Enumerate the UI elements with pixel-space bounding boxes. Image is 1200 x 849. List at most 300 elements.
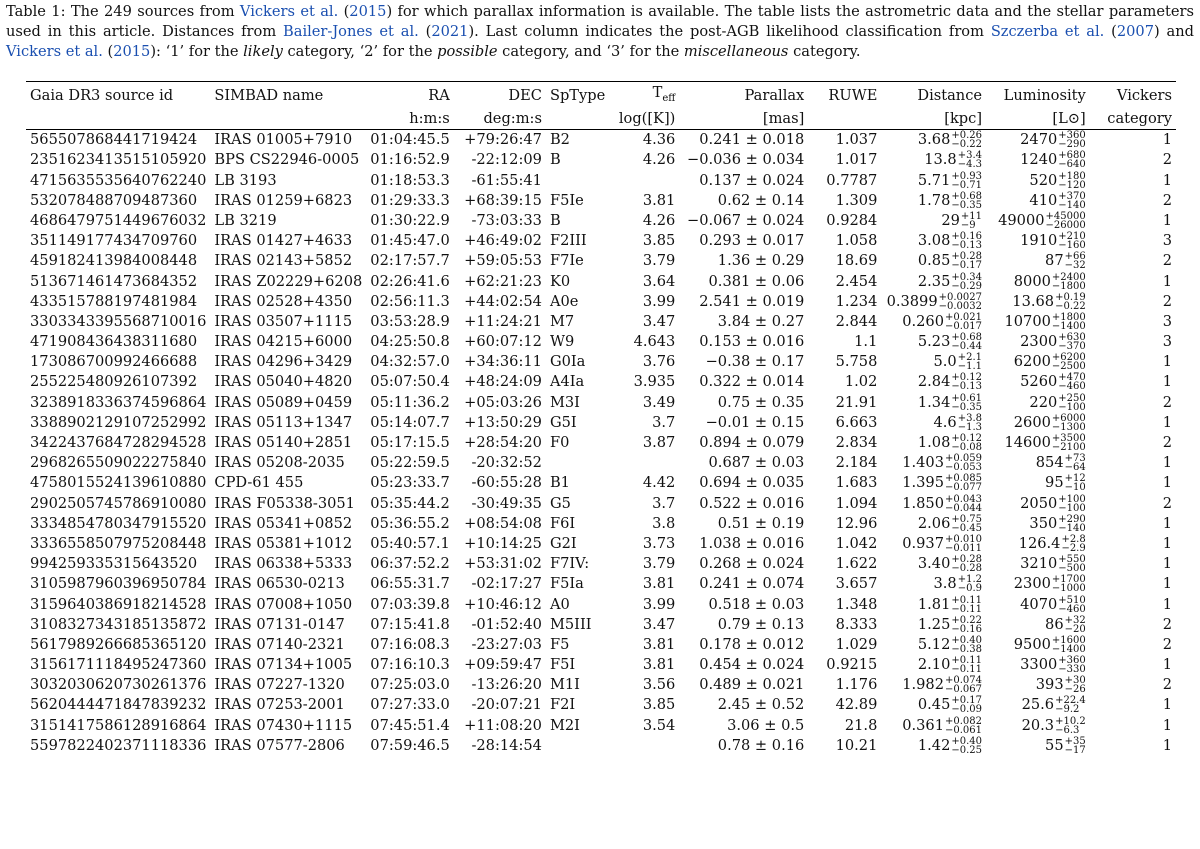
distance-errors	[951, 333, 982, 351]
luminosity-errors	[1052, 273, 1086, 291]
luminosity-errors	[1065, 676, 1086, 694]
distance-err-plus: +0.93	[951, 170, 983, 182]
distance-err-plus: +3.8	[957, 412, 983, 424]
cell-simbad-name: IRAS 07134+1005	[214, 656, 353, 674]
cell-distance	[881, 271, 986, 291]
distance-value: 1.395	[902, 474, 944, 492]
luminosity-err-minus: −9.2	[1055, 704, 1080, 716]
distance-err-plus: +0.40	[951, 634, 983, 646]
cell-luminosity	[986, 312, 1090, 332]
luminosity-err-minus: −100	[1058, 401, 1086, 413]
cell-parallax: 1.36 ± 0.29	[717, 252, 805, 270]
distance-value: 1.81	[917, 595, 951, 613]
luminosity-err-plus: +290	[1058, 513, 1086, 525]
cell-vickers-category: 1	[1162, 555, 1172, 573]
cell-parallax: 3.84 ± 0.27	[717, 312, 805, 330]
cell-parallax: 0.268 ± 0.024	[699, 555, 805, 573]
cell-gaia-id: 3032030620730261376	[30, 676, 207, 694]
cell-ruwe: 1.1	[854, 333, 878, 351]
cell-ruwe: 2.844	[835, 312, 878, 330]
cell-dec: -73:03:33	[471, 211, 542, 229]
distance-err-plus: +2.1	[957, 352, 983, 364]
cell-distance	[881, 574, 986, 594]
cell-parallax: 0.79 ± 0.13	[717, 615, 805, 633]
table-row	[26, 433, 1176, 453]
luminosity-err-plus: +10.2	[1055, 715, 1086, 727]
luminosity-errors	[1055, 696, 1086, 714]
luminosity-err-minus: −0.22	[1055, 300, 1086, 312]
distance-err-minus: −0.25	[951, 744, 983, 756]
distance-value: 1.34	[917, 393, 951, 411]
cell-sptype	[546, 736, 615, 756]
luminosity-errors	[1058, 192, 1085, 210]
luminosity-err-plus: +680	[1058, 150, 1086, 162]
cell-distance	[881, 695, 986, 715]
cell-parallax: 2.45 ± 0.52	[717, 696, 805, 714]
luminosity-err-minus: −290	[1058, 139, 1086, 151]
cell-distance	[881, 615, 986, 635]
cell-simbad-name: IRAS 07253-2001	[214, 696, 345, 714]
luminosity-value: 13.68	[1012, 292, 1055, 310]
cell-distance	[881, 292, 986, 312]
cell-ra: 05:11:36.2	[370, 393, 450, 411]
luminosity-errors	[1055, 717, 1086, 735]
cell-simbad-name: IRAS 01005+7910	[214, 131, 353, 149]
luminosity-err-plus: +45000	[1045, 210, 1086, 222]
cell-dec: -61:55:41	[471, 171, 542, 189]
distance-value: 3.68	[917, 131, 951, 149]
cell-dec: +34:36:11	[464, 353, 542, 371]
cell-ruwe: 1.042	[835, 534, 878, 552]
cell-luminosity	[986, 695, 1090, 715]
cell-dec: +46:49:02	[464, 232, 542, 250]
cell-ra: 05:14:07.7	[370, 413, 450, 431]
distance-errors	[945, 676, 982, 694]
distance-err-minus: −0.08	[951, 442, 983, 453]
luminosity-errors	[1058, 373, 1085, 391]
luminosity-value: 6200	[1013, 353, 1051, 371]
cell-distance	[881, 453, 986, 473]
cell-luminosity	[986, 150, 1090, 170]
cell-parallax: 0.522 ± 0.016	[699, 494, 805, 512]
distance-err-plus: +0.085	[945, 473, 983, 485]
cell-ra: 07:03:39.8	[370, 595, 450, 613]
luminosity-err-plus: +100	[1058, 493, 1086, 505]
table-row	[26, 736, 1176, 756]
cell-teff: 3.49	[642, 393, 676, 411]
distance-err-plus: +1.2	[957, 574, 983, 586]
cell-gaia-id: 4686479751449676032	[30, 211, 207, 229]
cell-simbad-name: IRAS 06530-0213	[214, 575, 345, 593]
cell-luminosity	[986, 594, 1090, 614]
distance-errors	[951, 515, 982, 533]
cell-sptype: F5	[549, 635, 570, 653]
distance-value: 1.403	[902, 454, 944, 472]
unit-ra: h:m:s	[366, 109, 453, 130]
luminosity-err-plus: +6000	[1051, 412, 1086, 424]
luminosity-errors	[1058, 394, 1085, 412]
cell-sptype: M5III	[549, 615, 592, 633]
cell-sptype: B2	[549, 131, 570, 149]
cell-simbad-name: BPS CS22946-0005	[214, 151, 360, 169]
luminosity-value: 86	[1045, 615, 1064, 633]
table-row	[26, 594, 1176, 614]
cell-vickers-category: 1	[1162, 575, 1172, 593]
cell-distance	[881, 554, 986, 574]
distance-value: 0.85	[917, 252, 951, 270]
cell-vickers-category: 1	[1162, 211, 1172, 229]
cell-simbad-name: IRAS 05140+2851	[214, 434, 353, 451]
distance-err-minus: −0.017	[945, 320, 983, 332]
cell-sptype: B	[549, 151, 561, 169]
distance-errors	[945, 474, 982, 492]
distance-errors	[958, 151, 982, 169]
cell-sptype: F2III	[549, 232, 587, 250]
distance-err-minus: −0.17	[951, 260, 983, 272]
cell-teff: 3.99	[642, 292, 676, 310]
citation-link[interactable]: Szczerba et al.	[990, 23, 1105, 40]
distance-value: 1.982	[902, 676, 944, 694]
cell-sptype: F7IV:	[549, 555, 590, 573]
unit-gaia	[26, 109, 210, 130]
cell-dec: +59:05:53	[464, 252, 542, 270]
luminosity-err-plus: +32	[1064, 614, 1086, 626]
cell-gaia-id: 994259335315643520	[30, 555, 198, 573]
col-header-ruwe: RUWE	[808, 82, 881, 109]
cell-vickers-category: 2	[1162, 252, 1172, 270]
cell-ruwe: 1.094	[835, 494, 878, 512]
cell-teff: 3.81	[642, 635, 676, 653]
cell-gaia-id: 5620444471847839232	[30, 696, 207, 714]
cell-simbad-name: IRAS 07430+1115	[214, 716, 353, 734]
distance-err-plus: +0.34	[951, 271, 983, 283]
cell-gaia-id: 2902505745786910080	[30, 494, 207, 512]
cell-gaia-id: 4715635535640762240	[30, 171, 207, 189]
cell-vickers-category: 1	[1162, 736, 1172, 754]
cell-teff	[614, 453, 679, 473]
cell-ra: 05:17:15.5	[370, 434, 450, 451]
cell-parallax: 0.78 ± 0.16	[717, 736, 805, 754]
distance-err-plus: +0.16	[951, 231, 983, 243]
cell-luminosity	[986, 493, 1090, 513]
distance-errors	[945, 454, 982, 472]
cell-gaia-id: 532078488709487360	[30, 191, 198, 209]
cell-parallax: 0.241 ± 0.074	[699, 575, 805, 593]
cell-simbad-name: IRAS 07131-0147	[214, 615, 345, 633]
cell-gaia-id: 3303343395568710016	[30, 312, 207, 330]
cell-distance	[881, 534, 986, 554]
cell-ra: 04:25:50.8	[370, 333, 450, 351]
cell-ruwe: 5.758	[835, 353, 878, 371]
luminosity-errors	[1058, 515, 1085, 533]
cell-luminosity	[986, 473, 1090, 493]
unit-simbad	[210, 109, 366, 130]
cell-dec: -22:12:09	[471, 151, 542, 169]
distance-value: 3.08	[917, 232, 951, 250]
distance-err-minus: −0.067	[945, 684, 983, 696]
col-header-parallax: Parallax	[679, 82, 808, 109]
col-header-luminosity: Luminosity	[986, 82, 1090, 109]
cell-gaia-id: 173086700992466688	[30, 353, 198, 371]
luminosity-err-minus: −10	[1064, 482, 1086, 494]
luminosity-errors	[1065, 474, 1086, 492]
luminosity-err-plus: +370	[1058, 190, 1086, 202]
luminosity-err-minus: −26000	[1045, 219, 1086, 231]
luminosity-err-minus: −1800	[1051, 280, 1086, 292]
distance-value: 5.0	[933, 353, 957, 371]
cell-gaia-id: 3159640386918214528	[30, 595, 207, 613]
distance-errors	[945, 535, 982, 553]
table-row	[26, 251, 1176, 271]
table-row	[26, 211, 1176, 231]
cell-teff	[614, 736, 679, 756]
cell-luminosity	[986, 191, 1090, 211]
cell-parallax: 0.75 ± 0.35	[717, 393, 805, 411]
cell-simbad-name: IRAS 05341+0852	[214, 514, 353, 532]
distance-err-minus: −0.44	[951, 341, 983, 353]
distance-errors	[951, 656, 982, 674]
luminosity-value: 2300	[1020, 333, 1058, 351]
cell-teff	[614, 170, 679, 190]
cell-teff: 4.26	[642, 151, 676, 169]
luminosity-errors	[1058, 232, 1085, 250]
cell-gaia-id: 3105987960396950784	[30, 575, 207, 593]
cell-teff: 3.47	[642, 615, 676, 633]
cell-simbad-name: IRAS 05381+1012	[214, 534, 353, 552]
cell-ruwe: 21.91	[835, 393, 878, 411]
cell-luminosity	[986, 352, 1090, 372]
cell-parallax: −0.036 ± 0.034	[687, 151, 805, 169]
luminosity-errors	[1052, 575, 1086, 593]
cell-vickers-category: 1	[1162, 373, 1172, 391]
luminosity-errors	[1055, 293, 1086, 311]
luminosity-value: 3300	[1020, 656, 1058, 674]
cell-distance	[881, 514, 986, 534]
cell-ra: 02:17:57.7	[370, 252, 450, 270]
cell-distance	[881, 473, 986, 493]
distance-value: 0.45	[917, 696, 951, 714]
cell-teff: 3.87	[642, 434, 676, 451]
cell-gaia-id: 3151417586128916864	[30, 716, 207, 734]
cell-dec: +62:21:23	[464, 272, 542, 290]
distance-errors	[961, 212, 982, 230]
cell-luminosity	[986, 393, 1090, 413]
distance-value: 5.23	[917, 333, 951, 351]
distance-value: 1.42	[917, 736, 951, 754]
citation-link[interactable]: Vickers et al.	[239, 3, 339, 20]
cell-simbad-name: LB 3193	[214, 171, 277, 189]
cell-ra: 05:23:33.7	[370, 474, 450, 492]
citation-link[interactable]: Vickers et al.	[6, 43, 103, 60]
citation-link[interactable]: Bailer-Jones et al.	[283, 23, 419, 40]
cell-luminosity	[986, 372, 1090, 392]
cell-simbad-name: IRAS 07577-2806	[214, 736, 345, 754]
cell-ra: 07:27:33.0	[370, 696, 450, 714]
cell-luminosity	[986, 716, 1090, 736]
distance-value: 2.35	[917, 272, 951, 290]
cell-ruwe: 10.21	[835, 736, 878, 754]
unit-row	[26, 109, 1176, 130]
cell-teff: 3.85	[642, 696, 676, 714]
cell-simbad-name: CPD-61 455	[214, 474, 304, 492]
cell-gaia-id: 3334854780347915520	[30, 514, 207, 532]
cell-teff: 4.36	[642, 131, 676, 149]
citation-link[interactable]: 2021	[431, 23, 469, 40]
luminosity-errors	[1061, 535, 1085, 553]
luminosity-err-plus: +73	[1064, 453, 1086, 465]
cell-distance	[881, 594, 986, 614]
luminosity-err-plus: +510	[1058, 594, 1086, 606]
cell-teff: 3.7	[652, 494, 676, 512]
caption-emphasis: possible	[437, 43, 498, 60]
distance-err-minus: −1.3	[957, 421, 983, 433]
citation-link[interactable]: 2015	[349, 3, 387, 20]
luminosity-err-plus: +630	[1058, 332, 1086, 344]
cell-parallax: 2.541 ± 0.019	[699, 292, 805, 310]
distance-value: 2.06	[917, 514, 951, 532]
distance-err-minus: −0.35	[951, 199, 983, 211]
table-row	[26, 574, 1176, 594]
distance-value: 5.71	[917, 171, 951, 189]
cell-ra: 01:45:47.0	[370, 232, 450, 250]
citation-link[interactable]: 2007	[1116, 23, 1154, 40]
cell-simbad-name: IRAS 07008+1050	[214, 595, 353, 613]
cell-distance	[881, 493, 986, 513]
distance-err-plus: +0.0027	[938, 291, 983, 303]
cell-parallax: 0.293 ± 0.017	[699, 232, 805, 250]
distance-value: 3.8	[933, 575, 957, 593]
luminosity-errors	[1065, 616, 1086, 634]
cell-simbad-name: IRAS 05089+0459	[214, 393, 353, 411]
cell-vickers-category: 2	[1162, 191, 1172, 209]
cell-teff: 3.81	[642, 575, 676, 593]
col-header-vickers: Vickers	[1090, 82, 1176, 109]
cell-distance	[881, 675, 986, 695]
cell-vickers-category: 2	[1162, 393, 1172, 411]
cell-ruwe: 0.7787	[826, 171, 878, 189]
cell-luminosity	[986, 736, 1090, 756]
cell-parallax: −0.38 ± 0.17	[705, 353, 805, 371]
distance-err-minus: −0.38	[951, 643, 983, 655]
luminosity-value: 20.3	[1021, 716, 1055, 734]
cell-vickers-category: 2	[1162, 494, 1172, 512]
cell-teff: 3.54	[642, 716, 676, 734]
cell-ruwe: 1.058	[835, 232, 878, 250]
cell-simbad-name: IRAS 04215+6000	[214, 333, 353, 351]
luminosity-err-plus: +360	[1058, 655, 1086, 667]
distance-err-plus: +0.082	[945, 715, 983, 727]
luminosity-errors	[1058, 131, 1085, 149]
table-row	[26, 534, 1176, 554]
luminosity-errors	[1058, 555, 1085, 573]
cell-sptype: W9	[549, 333, 575, 351]
distance-err-plus: +0.11	[951, 594, 983, 606]
header-row	[26, 82, 1176, 109]
cell-parallax: 0.489 ± 0.021	[699, 676, 805, 694]
cell-teff: 3.8	[652, 514, 676, 532]
luminosity-err-minus: −20	[1064, 623, 1086, 635]
distance-errors	[939, 293, 982, 311]
col-header-ra: RA	[366, 82, 453, 109]
luminosity-err-plus: +1700	[1051, 574, 1086, 586]
distance-err-minus: −9	[960, 219, 976, 231]
col-header-sptype: SpType	[546, 82, 615, 109]
cell-dec: -13:26:20	[471, 676, 542, 694]
caption-text: (	[1104, 23, 1117, 40]
luminosity-value: 4070	[1020, 595, 1058, 613]
distance-err-plus: +0.22	[951, 614, 983, 626]
table-row	[26, 332, 1176, 352]
luminosity-value: 854	[1035, 454, 1064, 472]
cell-vickers-category: 2	[1162, 615, 1172, 633]
cell-ruwe: 1.683	[835, 474, 878, 492]
caption-text: ) and	[1153, 23, 1194, 40]
cell-gaia-id: 5617989266685365120	[30, 635, 207, 653]
luminosity-value: 10700	[1004, 312, 1051, 330]
caption-text: Table 1: The 249 sources from	[6, 3, 240, 20]
caption-text: category.	[788, 43, 861, 60]
distance-err-plus: +0.28	[951, 554, 983, 566]
distance-err-minus: −0.22	[951, 139, 983, 151]
distance-value: 0.361	[902, 716, 944, 734]
distance-err-plus: +0.010	[945, 533, 983, 545]
cell-sptype: F5Ia	[549, 575, 584, 593]
luminosity-value: 49000	[998, 211, 1045, 229]
luminosity-value: 5260	[1020, 373, 1058, 391]
luminosity-errors	[1058, 596, 1085, 614]
unit-ruwe	[808, 109, 881, 130]
table-row	[26, 695, 1176, 715]
distance-errors	[951, 616, 982, 634]
luminosity-err-minus: −460	[1058, 603, 1086, 615]
cell-sptype: F0	[549, 434, 570, 451]
cell-ra: 07:15:41.8	[370, 615, 450, 633]
unit-dec: deg:m:s	[454, 109, 546, 130]
cell-vickers-category: 2	[1162, 635, 1172, 653]
luminosity-err-minus: −1400	[1051, 643, 1086, 655]
luminosity-value: 2600	[1013, 413, 1051, 431]
luminosity-err-plus: +12	[1064, 473, 1086, 485]
cell-vickers-category: 1	[1162, 514, 1172, 532]
cell-ra: 05:22:59.5	[370, 454, 450, 472]
cell-teff: 3.64	[642, 272, 676, 290]
distance-err-plus: +0.17	[951, 695, 983, 707]
cell-vickers-category: 1	[1162, 716, 1172, 734]
cell-parallax: 0.51 ± 0.19	[717, 514, 805, 532]
luminosity-err-plus: +250	[1058, 392, 1086, 404]
cell-parallax: 0.241 ± 0.018	[699, 131, 805, 149]
cell-sptype: B1	[549, 474, 570, 492]
cell-dec: +10:14:25	[464, 534, 542, 552]
distance-err-plus: +0.40	[951, 735, 983, 747]
citation-link[interactable]: 2015	[113, 43, 151, 60]
cell-ruwe: 1.622	[835, 555, 878, 573]
table-row	[26, 130, 1176, 151]
luminosity-errors	[1052, 353, 1086, 371]
caption-text: ). Last column indicates the post-AGB likelihood classification from	[468, 23, 991, 40]
cell-parallax: 0.62 ± 0.14	[717, 191, 805, 209]
cell-gaia-id: 4758015524139610880	[30, 474, 207, 492]
cell-distance	[881, 716, 986, 736]
luminosity-err-plus: +66	[1064, 251, 1086, 263]
luminosity-errors	[1058, 172, 1085, 190]
cell-teff: 3.79	[642, 252, 676, 270]
cell-ruwe: 0.9284	[826, 211, 878, 229]
luminosity-err-minus: −100	[1058, 502, 1086, 514]
cell-distance	[881, 393, 986, 413]
distance-err-minus: −0.044	[945, 502, 983, 514]
luminosity-errors	[1058, 333, 1085, 351]
